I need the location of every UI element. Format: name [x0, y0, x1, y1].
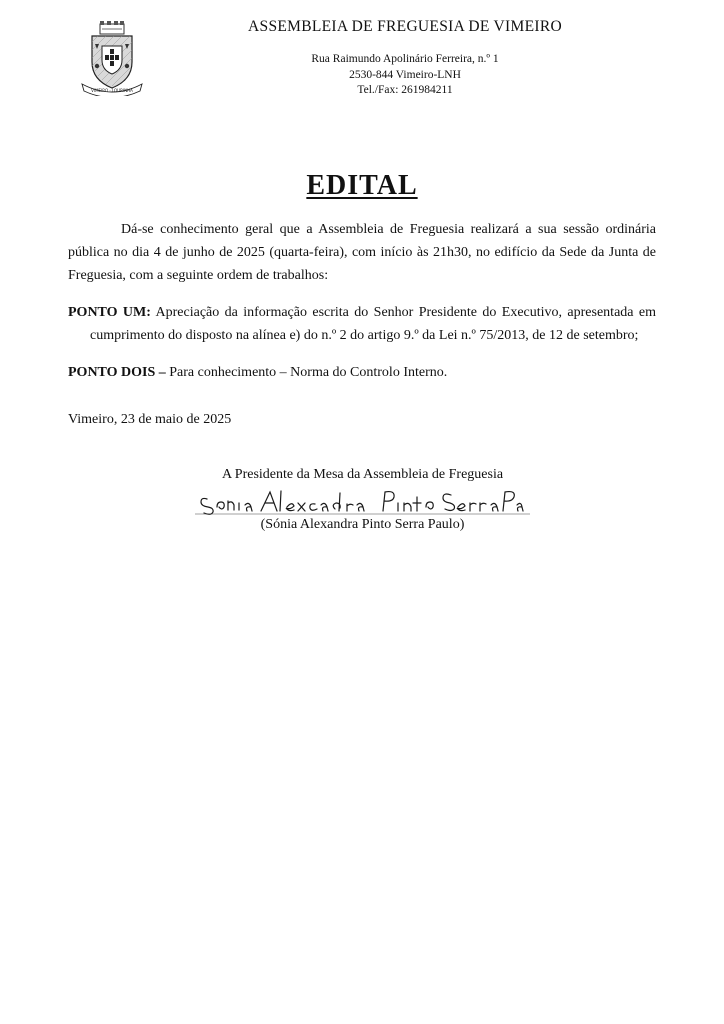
intro-paragraph: Dá-se conhecimento geral que a Assembleia de Freguesia realizará a sua sessão ordinária pública no dia 4 de junho de 2025 (quarta-feira), com início às 21h30, no edifício da Sede da Junta de Freguesia, com a seguinte ordem de trabalhos: — [68, 222, 656, 283]
agenda-item-text: Apreciação da informação escrita do Senhor Presidente do Executivo, apresentada em cumprimento do disposto na alínea e) do n.º 2 do artigo 9.º da Lei n.º 75/2013, de 12 de setembro; — [90, 305, 656, 343]
handwritten-signature — [195, 487, 530, 517]
document-title: EDITAL — [306, 170, 418, 201]
agenda-item-label: PONTO DOIS – — [68, 365, 166, 380]
organization-name: ASSEMBLEIA DE FREGUESIA DE VIMEIRO — [248, 18, 562, 35]
document-body — [68, 218, 656, 384]
signatory-printed-name: (Sónia Alexandra Pinto Serra Paulo) — [260, 517, 465, 532]
address-postal: 2530-844 Vimeiro-LNH — [349, 68, 461, 81]
address-phone: Tel./Fax: 261984211 — [357, 84, 453, 96]
coat-of-arms-logo — [78, 20, 146, 96]
signature-area — [195, 487, 530, 517]
address-block — [300, 52, 510, 99]
agenda-item-1 — [68, 301, 656, 347]
address-street: Rua Raimundo Apolinário Ferreira, n.º 1 — [311, 53, 499, 65]
agenda-item-2 — [68, 361, 656, 384]
crest-ribbon-text: VIMEIRO · LOURINHÃ — [91, 88, 133, 93]
agenda-item-label: PONTO UM: — [68, 305, 151, 320]
place-and-date: Vimeiro, 23 de maio de 2025 — [68, 412, 232, 427]
signatory-role: A Presidente da Mesa da Assembleia de Freguesia — [221, 467, 504, 482]
signature-block — [195, 467, 530, 533]
agenda-item-text: Para conhecimento – Norma do Controlo Interno. — [165, 365, 448, 380]
